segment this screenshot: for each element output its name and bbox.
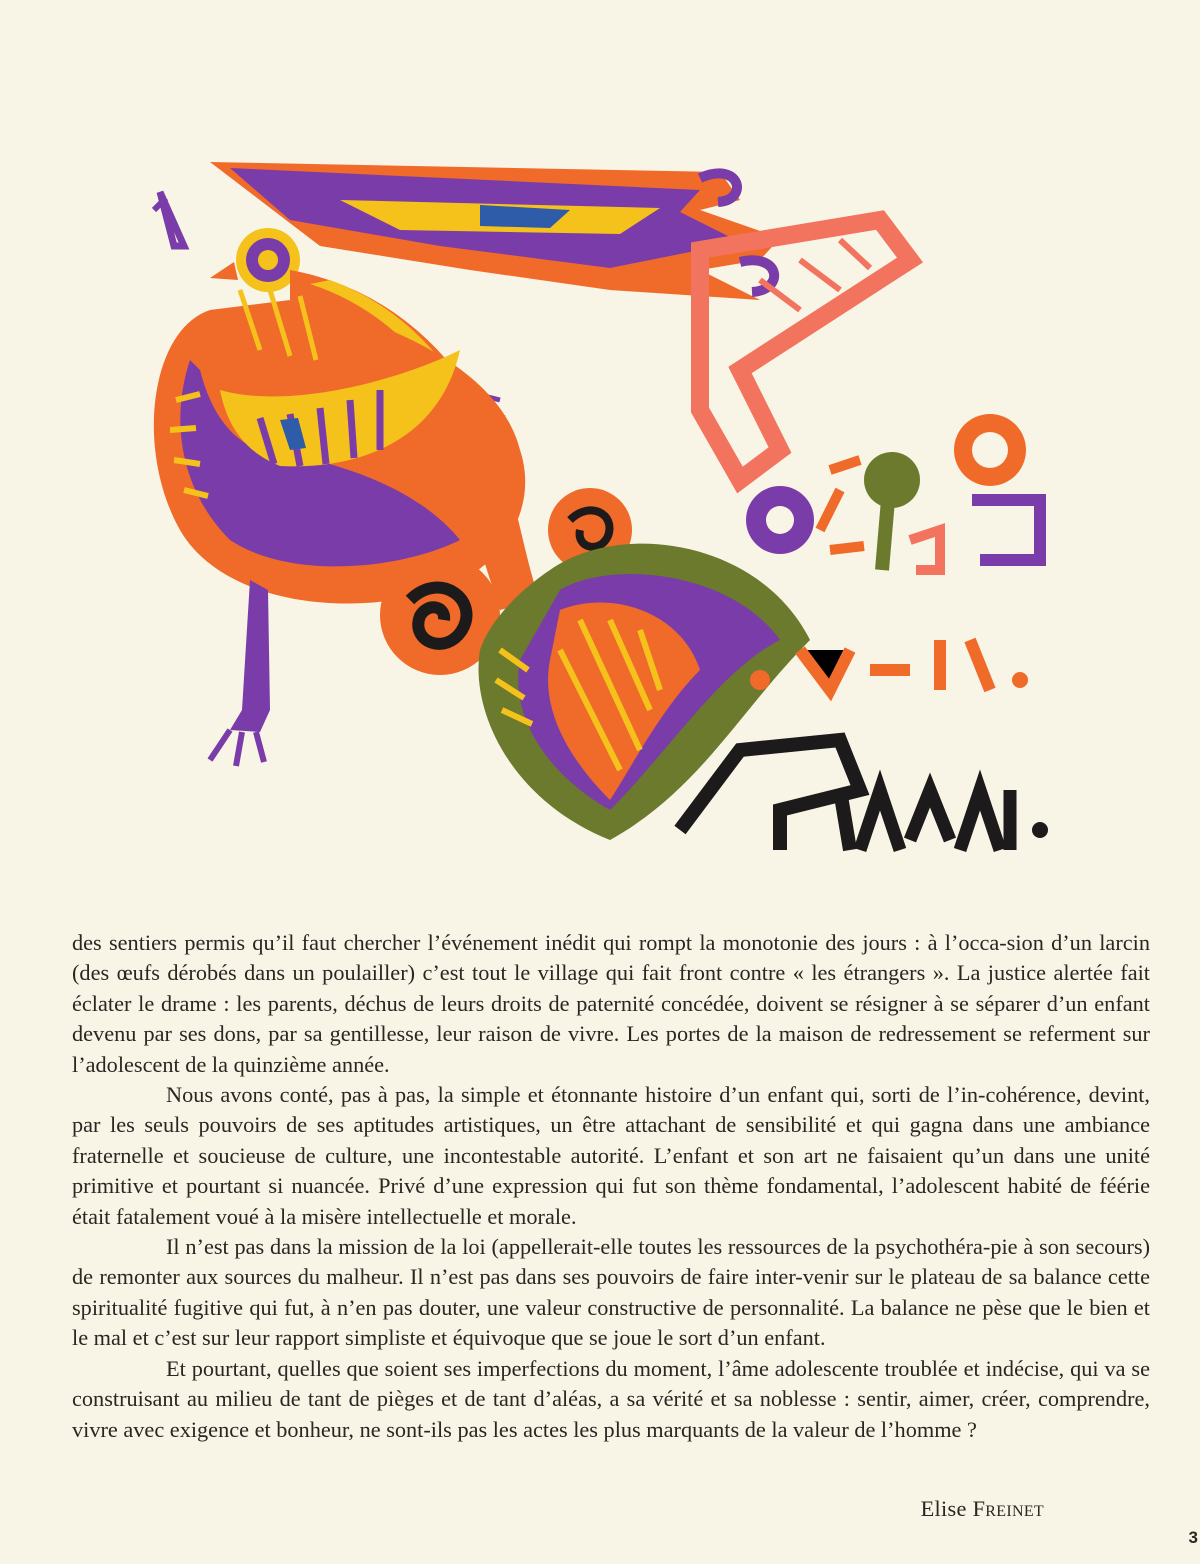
article-body bbox=[72, 928, 1150, 1445]
paragraph-4: Et pourtant, quelles que soient ses imperfections du moment, l’âme adolescente troublée et indécise, qui va se construisant au milieu de tant de pièges et de tant d’aléas, a sa vérité et sa noblesse : sentir, aimer, créer, comprendre, vivre avec exigence et bonheur, ne sont-ils pas les actes les plus marquants de la valeur de l’homme ? bbox=[72, 1355, 1150, 1442]
author-signature bbox=[921, 1496, 1044, 1522]
paragraph-2: Nous avons conté, pas à pas, la simple et étonnante histoire d’un enfant qui, sorti de l’in-cohérence, devint, par les seuls pouvoirs de ses aptitudes artistiques, un être attachant de sensibilité et qui gagna dans une ambiance fraternelle et soucieuse de culture, une incontestable autorité. L’enfant et son art ne faisaient qu’un dans une unité primitive et pourtant si nuancée. Privé d’une expression qui fut son thème fondamental, l’adolescent habité de féérie était fatalement voué à la misère intellectuelle et morale. bbox=[72, 1082, 1150, 1229]
bird-of-paradise-illustration bbox=[140, 150, 1060, 890]
page-number: 3 bbox=[1188, 1528, 1198, 1547]
author-last-name: Freinet bbox=[972, 1496, 1044, 1521]
illustration-numeral bbox=[154, 192, 184, 246]
bird-figure bbox=[154, 162, 810, 840]
paragraph-3: Il n’est pas dans la mission de la loi (appellerait-elle toutes les ressources de la psychothéra-pie à son secours) de remonter aux sources du malheur. Il n’est pas dans ses pouvoirs de faire inter-venir sur le plateau de sa balance cette spiritualité fugitive qui fut, à n’en pas douter, une valeur constructive de personnalité. La balance ne pèse que le bien et le mal et c’est sur leur rapport simpliste et équivoque que se joue le sort d’un enfant. bbox=[72, 1234, 1150, 1351]
hand-drawn-lettering bbox=[680, 220, 1048, 850]
paragraph-1: des sentiers permis qu’il faut chercher l’événement inédit qui rompt la monotonie des jours : à l’occa-sion d’un larcin (des œufs dérobés dans un poulailler) c’est tout le village qui fait front contre « les étrangers ». La justice alertée fait éclater le drame : les parents, déchus de leurs droits de paternité concédée, doivent se résigner à se séparer d’un enfant devenu par ses dons, par sa gentillesse, leur raison de vivre. Les portes de la maison de redressement se referment sur l’adolescent de la quinzième année. bbox=[72, 930, 1150, 1077]
author-first-name: Elise bbox=[920, 1496, 967, 1521]
